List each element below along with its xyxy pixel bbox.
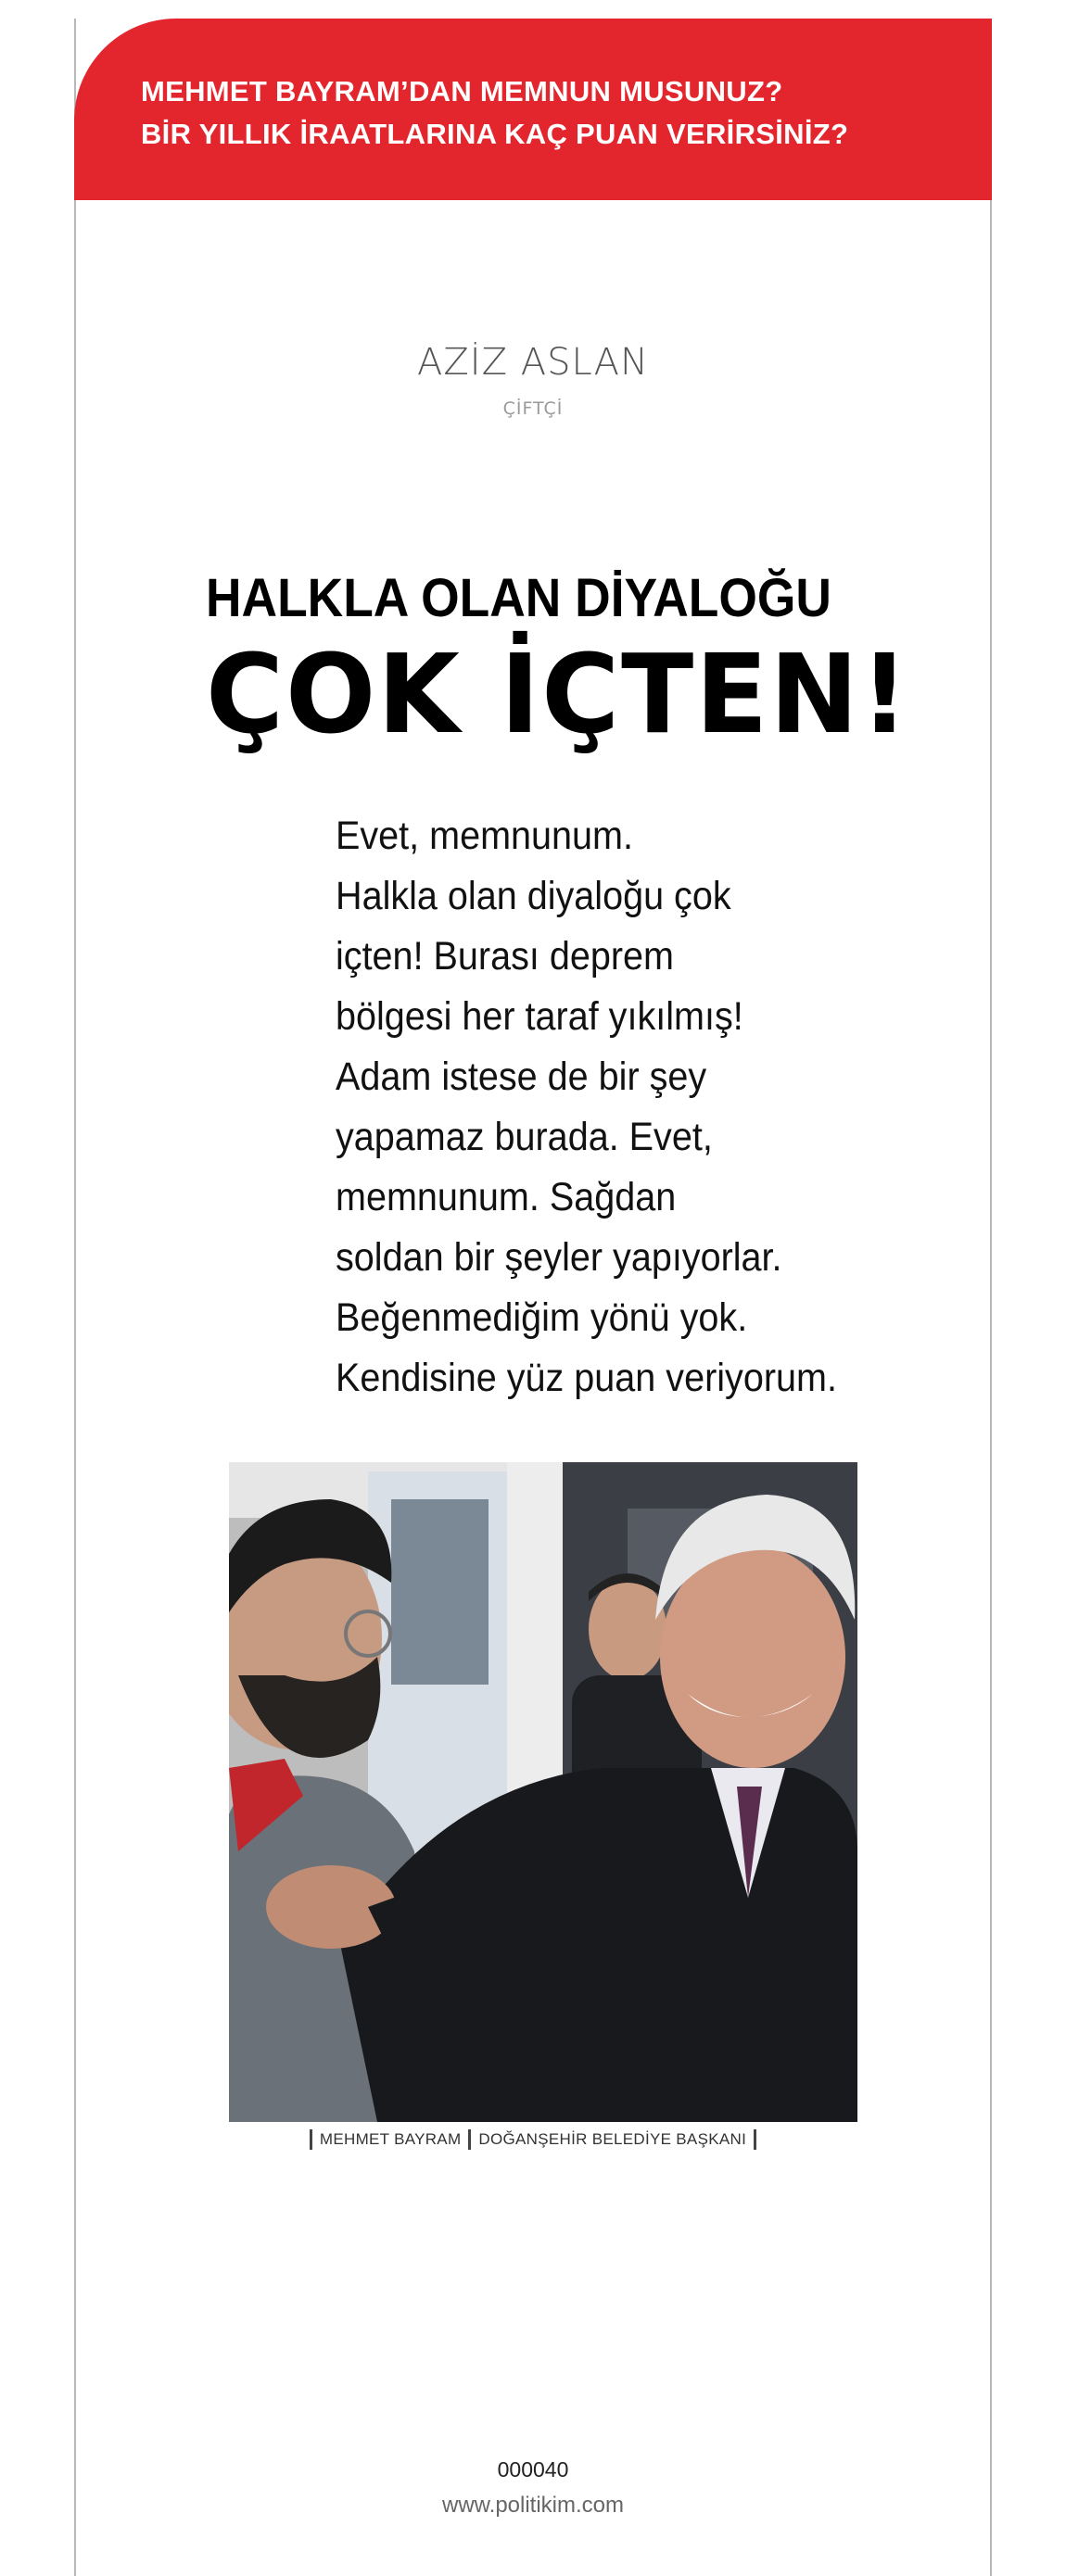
photo-illustration [229, 1462, 857, 2122]
website-link[interactable]: www.politikim.com [441, 2493, 625, 2518]
quote-line: Adam istese de bir şey [336, 1054, 707, 1099]
quote-line: bölgesi her taraf yıkılmış! [336, 994, 743, 1039]
caption-person-title: DOĞANŞEHİR BELEDİYE BAŞKANI [478, 2130, 747, 2148]
headline-kicker: HALKLA OLAN DİYALOĞU [206, 568, 831, 628]
quote-line: Kendisine yüz puan veriyorum. [336, 1356, 837, 1400]
caption-person-name: MEHMET BAYRAM [319, 2130, 462, 2148]
interviewee-name: AZİZ ASLAN [417, 341, 649, 384]
quote-line: yapamaz burada. Evet, [336, 1115, 713, 1159]
quote-line: Halkla olan diyaloğu çok [336, 874, 731, 918]
quote-line: soldan bir şeyler yapıyorlar. [336, 1235, 782, 1280]
caption-divider [310, 2129, 312, 2150]
headline-main: ÇOK İÇTEN! [206, 630, 911, 758]
page-number: 000040 [497, 2457, 569, 2481]
quote-line: Evet, memnunum. [336, 814, 634, 858]
header-question-line-2: BİR YILLIK İRAATLARINA KAÇ PUAN VERİRSİNİZ? [141, 118, 849, 150]
quote-line: memnunum. Sağdan [336, 1175, 677, 1219]
quote-line: içten! Burası deprem [336, 934, 675, 979]
quote-line: Beğenmediğim yönü yok. [336, 1295, 748, 1340]
header-banner [74, 19, 992, 200]
caption-divider [468, 2129, 471, 2150]
caption-divider [754, 2129, 756, 2150]
photo-caption [0, 2129, 1066, 2150]
news-photo [229, 1462, 857, 2122]
header-question-line-1: MEHMET BAYRAM’DAN MEMNUN MUSUNUZ? [141, 75, 783, 107]
quote-body [336, 806, 910, 1408]
interviewee-occupation: ÇİFTÇİ [502, 398, 564, 419]
